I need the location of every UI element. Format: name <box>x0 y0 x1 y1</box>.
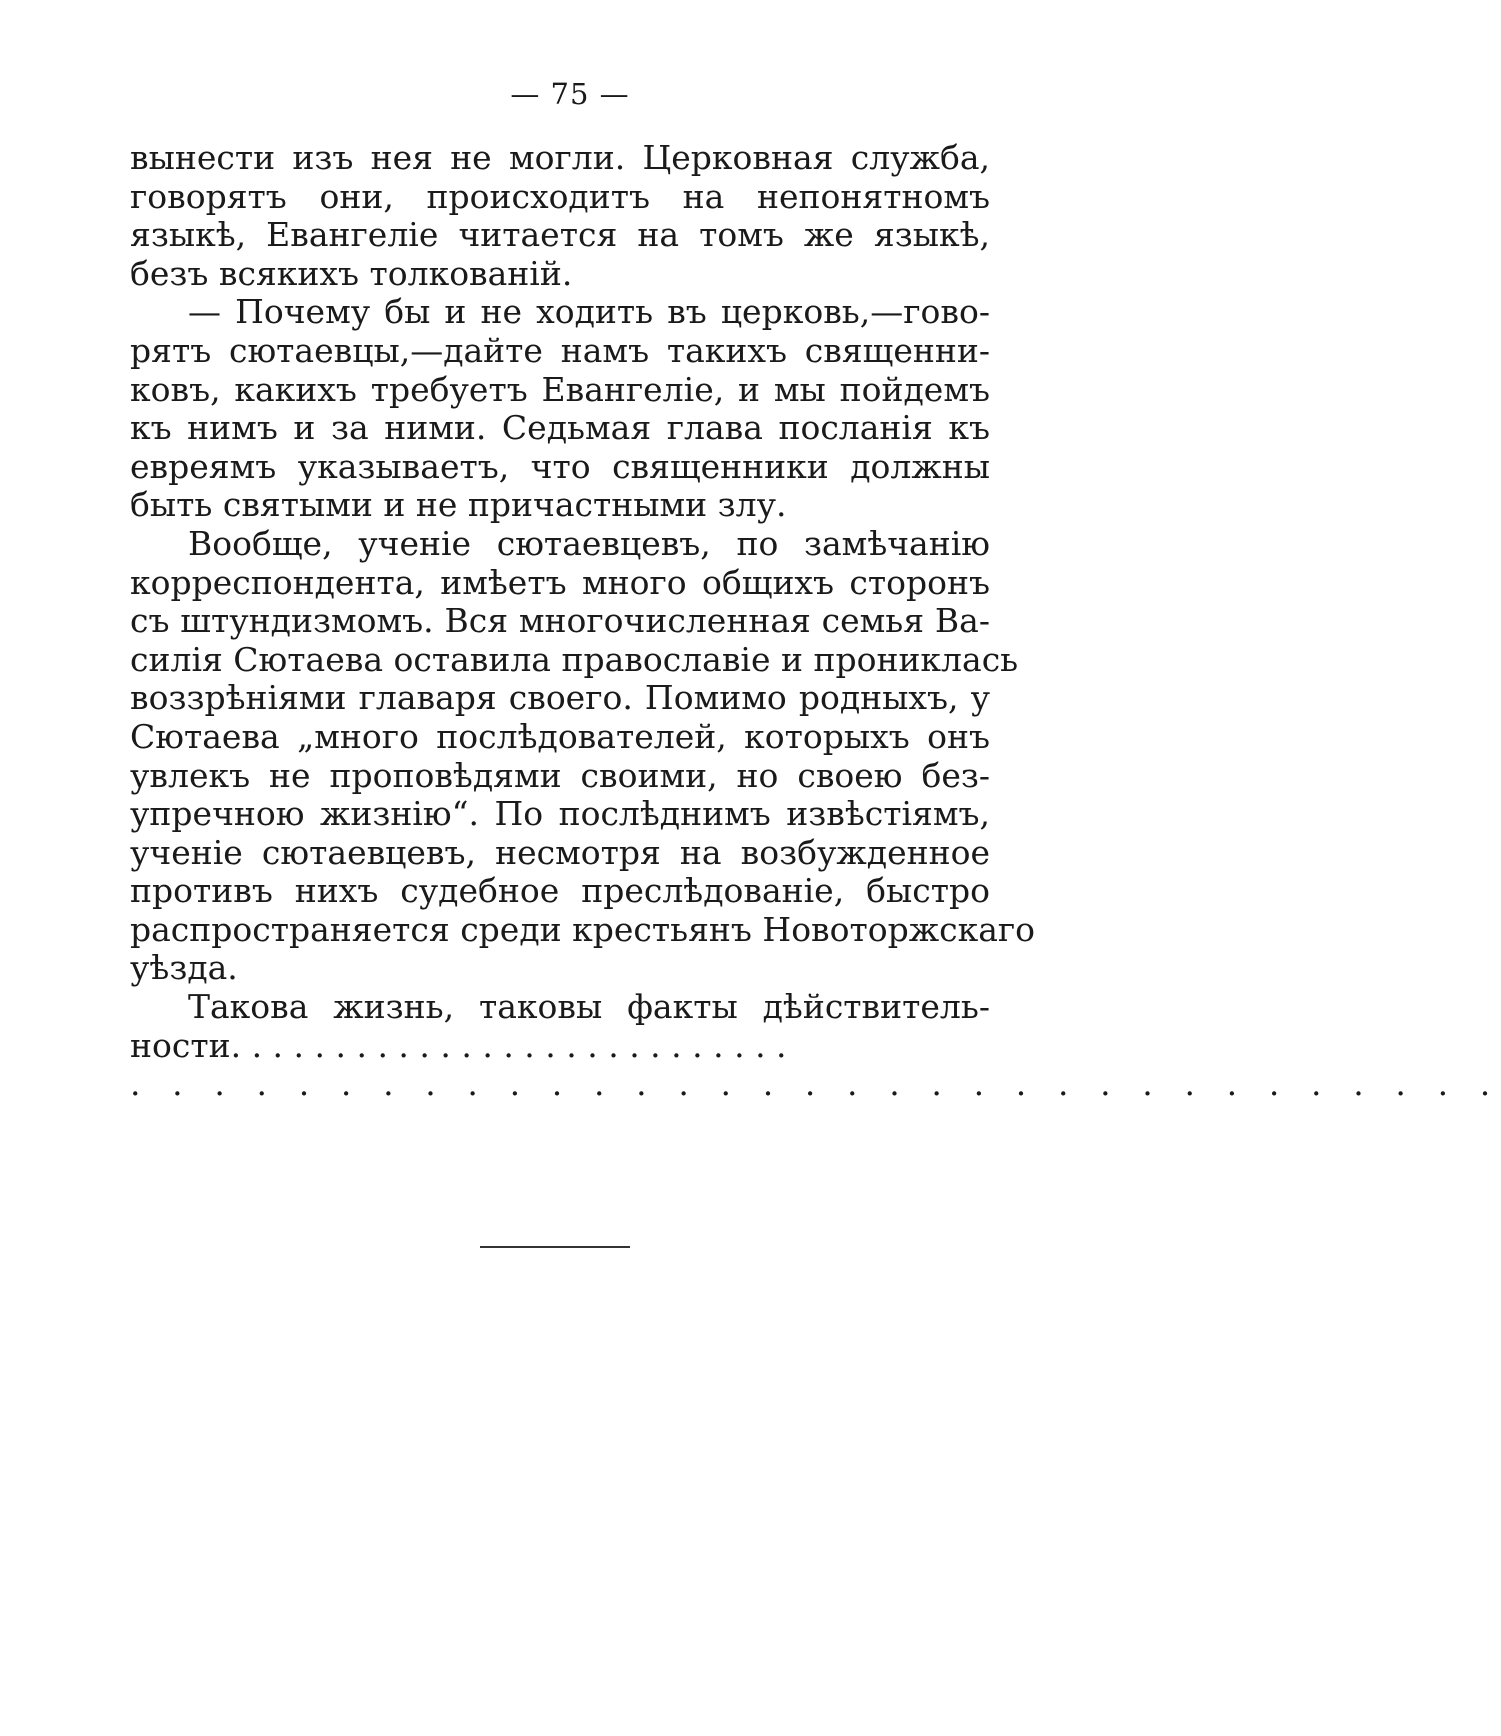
ellipsis-line: . . . . . . . . . . . . . . . . . . . . . . . . . . . . . . . . . <box>130 1064 1501 1104</box>
text-line: вынести изъ нея не могли. Церковная служба, <box>130 138 990 177</box>
text-line: евреямъ указываетъ, что священники должны <box>130 446 990 486</box>
text-line: ученіе сютаевцевъ, несмотря на возбужденное <box>130 832 990 872</box>
text-line: Вообще, ученіе сютаевцевъ, по замѣчанію <box>188 523 990 563</box>
page-number: — 75 — <box>510 77 630 111</box>
text-line: упречною жизнію“. По послѣднимъ извѣстіямъ, <box>130 794 990 834</box>
text-line: уѣзда. <box>130 948 238 988</box>
text-lines <box>130 138 1036 1027</box>
text-line: говорятъ они, происходитъ на непонятномъ <box>130 176 990 216</box>
text-line: языкѣ, Евангеліе читается на томъ же языкѣ, <box>130 215 990 255</box>
text-line: корреспондента, имѣетъ много общихъ сторонъ <box>130 562 990 602</box>
closing-line: ности. . . . . . . . . . . . . . . . . . . . . . . . . . . <box>130 1025 787 1065</box>
text-line: рятъ сютаевцы,—дайте намъ такихъ священни- <box>130 330 990 370</box>
text-line: — Почему бы и не ходить въ церковь,—гово- <box>188 292 990 332</box>
text-line: распространяется среди крестьянъ Новоторжскаго <box>130 909 1036 949</box>
text-line: увлекъ не проповѣдями своими, но своею без- <box>130 755 990 795</box>
text-line: ковъ, какихъ требуетъ Евангеліе, и мы пойдемъ <box>130 369 990 409</box>
text-line: Такова жизнь, таковы факты дѣйствитель- <box>188 987 990 1027</box>
text-line: воззрѣніями главаря своего. Помимо родныхъ, у <box>130 678 990 718</box>
text-line: съ штундизмомъ. Вся многочисленная семья Ва- <box>130 601 990 641</box>
text-line: противъ нихъ судебное преслѣдованіе, быстро <box>130 871 990 911</box>
end-rule <box>480 1246 630 1248</box>
text-line: силія Сютаева оставила православіе и прониклась <box>130 639 1019 679</box>
text-line: къ нимъ и за ними. Седьмая глава посланія къ <box>130 408 990 448</box>
text-line: безъ всякихъ толкованій. <box>130 253 573 293</box>
text-line: Сютаева „много послѣдователей, которыхъ онъ <box>130 716 990 756</box>
body-text <box>130 138 1501 1104</box>
text-line: быть святыми и не причастными злу. <box>130 485 787 525</box>
